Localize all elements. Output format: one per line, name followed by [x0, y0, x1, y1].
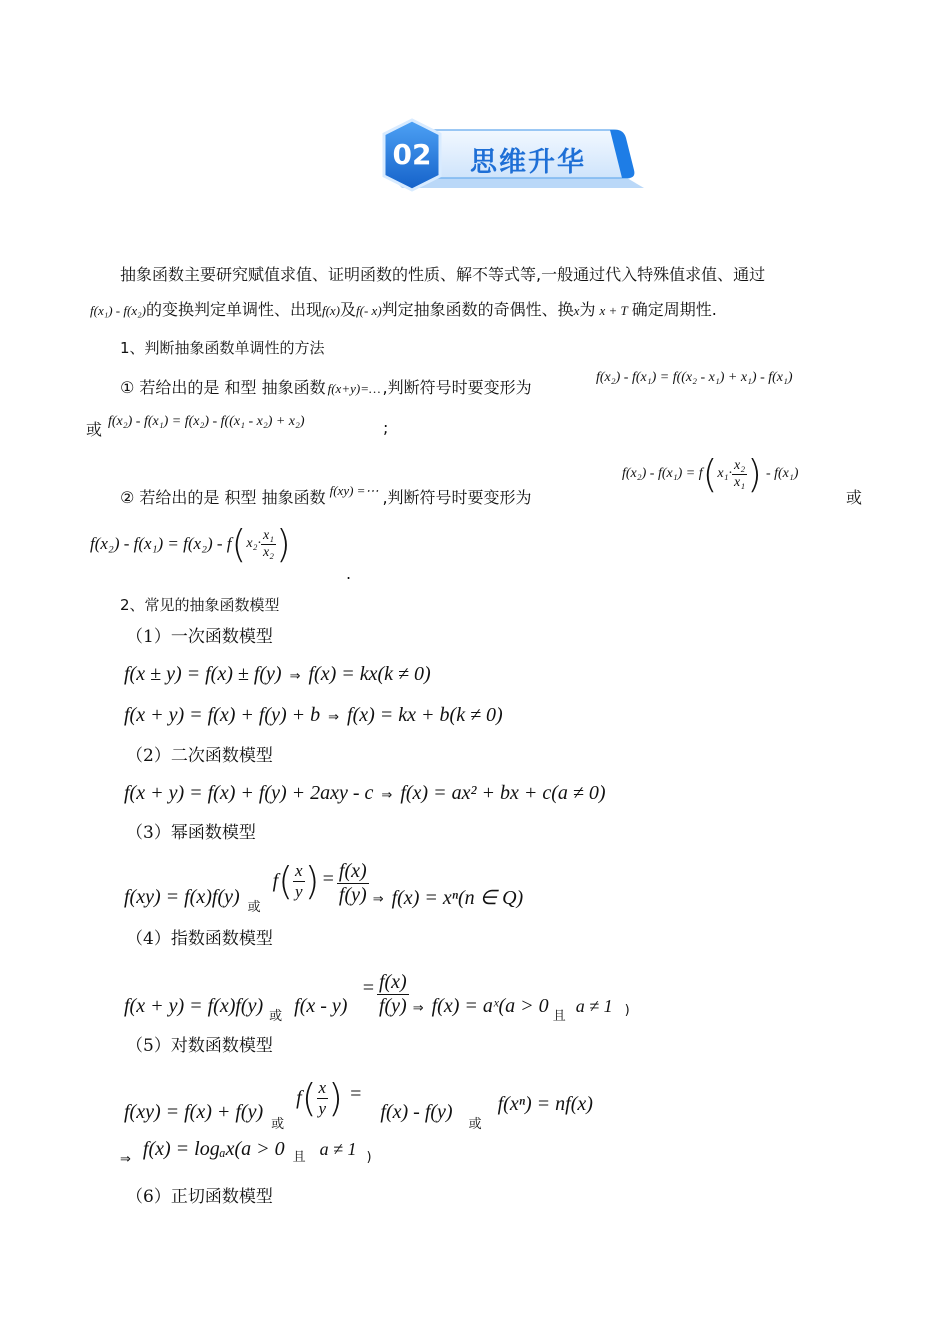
model3-result: f(x) = xⁿ(n ∈ Q): [391, 886, 524, 909]
model5-or1: 或: [271, 1116, 285, 1132]
model5-label: （5）对数函数模型: [126, 1036, 273, 1056]
implies-icon: ⇒: [289, 669, 301, 684]
model4-close: ): [624, 1002, 630, 1018]
badge-number: 02: [392, 138, 432, 171]
item2-expr1-frac: [732, 458, 747, 491]
paren-right: ): [328, 1076, 343, 1120]
model4-eq-b: f(x - y): [294, 994, 348, 1017]
item1-func: f(x+y)=…: [327, 381, 381, 396]
frac-num: x: [318, 1077, 327, 1097]
expr-fx1-minus-fx2: f(x₁) - f(x₂): [90, 303, 146, 318]
model5-and: 且: [292, 1150, 306, 1165]
item1-expr2: f(x₂) - f(x₁) = f(x₂) - f((x₁ - x₂) + x₂): [108, 414, 305, 429]
expr-x-plus-t: x + T: [599, 303, 628, 318]
model3-eq-a: f(xy) = f(x)f(y): [124, 885, 240, 908]
model5-result-line: [120, 1138, 372, 1167]
frac-num: f(x): [338, 859, 367, 882]
paren-left: (: [278, 859, 294, 903]
frac-den: y: [318, 1098, 327, 1118]
item2-func: f(xy) =⋯: [329, 483, 379, 498]
model5-frac-xy: [317, 1078, 329, 1119]
model4-frac-f: [377, 971, 409, 1018]
item1-lead: ① 若给出的是 和型 抽象函数: [120, 378, 326, 397]
implies-icon: ⇒: [381, 788, 393, 803]
frac-den: x₁: [734, 474, 746, 490]
section1-item1-line: [120, 378, 532, 399]
model4-and: 且: [552, 1008, 566, 1024]
model5-result: f(x) = logₐx(a > 0: [142, 1138, 285, 1160]
model4-label: （4）指数函数模型: [126, 929, 273, 949]
intro-line-2: [90, 300, 717, 321]
item1-mid: ,判断符号时要变形为: [382, 378, 532, 397]
paren-left: (: [702, 452, 718, 496]
intro-text-and: 及: [340, 300, 357, 319]
model3-or: 或: [247, 899, 261, 915]
paren-left: (: [301, 1076, 317, 1120]
model2-eq-left: f(x + y) = f(x) + f(y) + 2axy - c: [124, 782, 374, 804]
model5-eq: [124, 1070, 593, 1134]
model6-label: （6）正切函数模型: [126, 1187, 273, 1207]
model3-equals: =: [321, 867, 335, 890]
implies-icon: ⇒: [372, 891, 384, 907]
paren-left: (: [231, 522, 247, 566]
item2-expr1-left: f(x₂) - f(x₁) = f: [622, 466, 703, 481]
item2-expr1: [622, 452, 798, 496]
item2-expr2-frac: [261, 528, 276, 561]
badge-title: 思维升华: [470, 147, 586, 178]
implies-icon: ⇒: [328, 710, 340, 725]
model3-eq: [124, 855, 523, 919]
frac-den: f(y): [338, 883, 367, 906]
item2-expr1-arg: x₁·: [717, 466, 733, 481]
intro-text-a: 的变换判定单调性、出现: [145, 300, 322, 319]
model1-eq1: [124, 663, 431, 686]
item2-expr2: [90, 522, 291, 566]
intro-text-b: 判定抽象函数的奇偶性、换: [381, 300, 574, 319]
item1-or: 或: [86, 420, 103, 439]
section2-title: 2、常见的抽象函数模型: [120, 596, 280, 614]
expr-x: x: [573, 303, 580, 318]
model4-eq: [124, 958, 630, 1030]
model3-frac-xy: [293, 861, 305, 902]
intro-line-1: 抽象函数主要研究赋值求值、证明函数的性质、解不等式等,一般通过代入特殊值求值、通过: [120, 265, 766, 284]
paren-right: ): [276, 522, 291, 566]
section-header-badge: [382, 118, 644, 194]
item2-mid: ,判断符号时要变形为: [382, 488, 532, 507]
model1-label: （1）一次函数模型: [126, 627, 273, 647]
intro-text-c: 确定周期性.: [631, 300, 717, 319]
item1-expr1: f(x₂) - f(x₁) = f((x₂ - x₁) + x₁) - f(x₁): [596, 370, 793, 385]
frac-num: x: [295, 860, 303, 880]
frac-num: x₂: [734, 457, 746, 473]
model1-eq2-right: f(x) = kx + b(k ≠ 0): [347, 704, 503, 726]
model3-f: f: [272, 869, 279, 892]
item1-semicolon: ;: [383, 418, 389, 437]
model2-eq: [124, 782, 606, 805]
implies-icon: ⇒: [412, 1000, 424, 1016]
item2-or: 或: [846, 488, 863, 507]
expr-fx: f(x): [321, 303, 341, 318]
model1-eq1-left: f(x ± y) = f(x) ± f(y): [124, 663, 282, 685]
model3-label: （3）幂函数模型: [126, 823, 256, 843]
item2-lead: ② 若给出的是 积型 抽象函数: [120, 488, 326, 507]
item2-period: .: [346, 564, 352, 583]
model4-eq-a: f(x + y) = f(x)f(y): [124, 994, 264, 1017]
model2-eq-right: f(x) = ax² + bx + c(a ≠ 0): [400, 782, 606, 804]
frac-den: x₂: [262, 544, 275, 560]
model5-or2: 或: [468, 1116, 482, 1132]
model5-eq-c: f(xⁿ) = nf(x): [497, 1092, 593, 1115]
frac-num: x₁: [262, 527, 275, 543]
model1-eq2: [124, 704, 503, 727]
model4-equals: =: [361, 976, 375, 999]
model4-result: f(x) = aˣ(a > 0: [431, 994, 549, 1017]
implies-icon: ⇒: [120, 1152, 131, 1167]
intro-text-as: 为: [579, 300, 596, 319]
model5-eq-b: f(x) - f(y): [380, 1100, 453, 1123]
frac-den: y: [295, 881, 303, 901]
item2-expr1-right: - f(x₁): [765, 466, 799, 481]
model5-a-ne-1: a ≠ 1: [319, 1139, 357, 1159]
section1-item2-line: [120, 483, 532, 509]
expr-f-neg-x: f(- x): [356, 303, 382, 318]
paren-right: ): [747, 452, 762, 496]
frac-den: f(y): [378, 994, 407, 1017]
model5-eq-a: f(xy) = f(x) + f(y): [124, 1100, 264, 1123]
model1-eq1-right: f(x) = kx(k ≠ 0): [308, 663, 431, 685]
model4-a-ne-1: a ≠ 1: [575, 995, 613, 1016]
section1-title: 1、判断抽象函数单调性的方法: [120, 339, 325, 357]
paren-right: ): [304, 859, 320, 903]
model5-close: ): [366, 1150, 372, 1165]
model5-equals: =: [348, 1082, 363, 1105]
model2-label: （2）二次函数模型: [126, 746, 273, 766]
model5-f: f: [296, 1086, 302, 1109]
item2-expr2-arg: x₂·: [246, 536, 261, 551]
item2-expr2-left: f(x₂) - f(x₁) = f(x₂) - f: [90, 534, 232, 553]
model1-eq2-left: f(x + y) = f(x) + f(y) + b: [124, 704, 321, 726]
model3-frac-f: [337, 860, 369, 907]
model4-or: 或: [269, 1008, 283, 1024]
frac-num: f(x): [378, 970, 407, 993]
